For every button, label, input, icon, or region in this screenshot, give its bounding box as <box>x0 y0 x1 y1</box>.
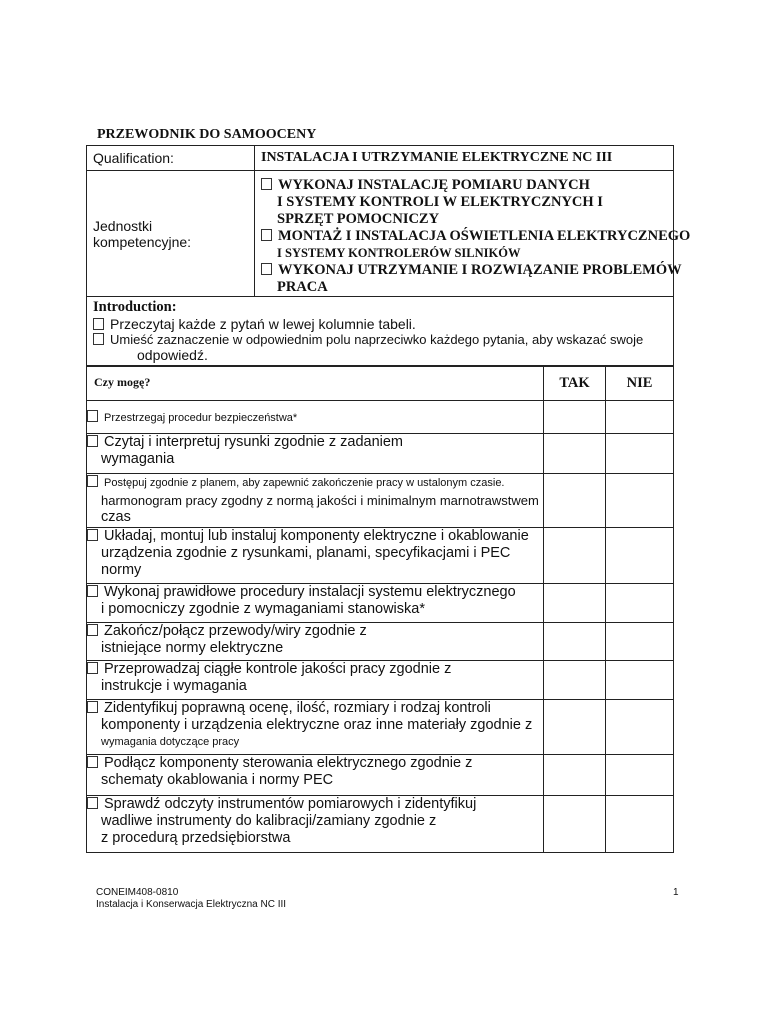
qualification-value: INSTALACJA I UTRZYMANIE ELEKTRYCZNE NC III <box>255 146 674 171</box>
table-row <box>87 661 674 700</box>
introduction-line: odpowiedź. <box>137 347 208 363</box>
unit-item: MONTAŻ I INSTALACJA OŚWIETLENIA ELEKTRYCZNEGO I SYSTEMY KONTROLERÓW SILNIKÓW <box>261 228 673 262</box>
no-cell[interactable] <box>606 584 674 623</box>
introduction-row <box>87 297 674 367</box>
question-cell: Układaj, montuj lub instaluj komponenty elektryczne i okablowanie urządzenia zgodnie z rysunkami, planami, specyfikacjami i PEC normy <box>87 528 544 584</box>
checkbox-icon <box>87 410 98 422</box>
yes-cell[interactable] <box>544 434 606 474</box>
units-list <box>255 171 691 297</box>
no-cell[interactable] <box>606 528 674 584</box>
no-cell[interactable] <box>606 401 674 434</box>
yes-header: TAK <box>544 366 606 401</box>
question-cell: Zidentyfikuj poprawną ocenę, ilość, rozmiary i rodzaj kontroli komponenty i urządzenia elektryczne oraz inne materiały zgodnie z wymagania dotyczące pracy <box>87 700 544 755</box>
question-cell: Zakończ/połącz przewody/wiry zgodnie z istniejące normy elektryczne <box>87 623 544 661</box>
checkbox-icon <box>87 585 98 597</box>
introduction-heading: Introduction: <box>93 299 177 315</box>
introduction <box>87 297 674 367</box>
question-cell: Podłącz komponenty sterowania elektrycznego zgodnie z schematy okablowania i normy PEC <box>87 755 544 796</box>
no-cell[interactable] <box>606 474 674 528</box>
checkbox-icon <box>87 435 98 447</box>
no-cell[interactable] <box>606 755 674 796</box>
qualification-row <box>87 146 674 171</box>
yes-cell[interactable] <box>544 528 606 584</box>
yes-cell[interactable] <box>544 700 606 755</box>
checkbox-icon <box>87 529 98 541</box>
table-row <box>87 700 674 755</box>
question-header: Czy mogę? <box>87 366 544 401</box>
checkbox-icon <box>261 178 272 190</box>
qualification-label: Qualification: <box>87 146 255 171</box>
checkbox-icon <box>87 624 98 636</box>
checklist-header <box>87 366 674 401</box>
question-cell: Przestrzegaj procedur bezpieczeństwa* <box>87 401 544 434</box>
table-row <box>87 474 674 528</box>
question-cell: Czytaj i interpretuj rysunki zgodnie z zadaniem wymagania <box>87 434 544 474</box>
question-cell: Postępuj zgodnie z planem, aby zapewnić zakończenie pracy w ustalonym czasie. harmonogram pracy zgodny z normą jakości i minimalnym marnotrawstwem czas <box>87 474 544 528</box>
checkbox-icon <box>87 756 98 768</box>
checkbox-icon <box>87 701 98 713</box>
no-cell[interactable] <box>606 796 674 853</box>
table-row <box>87 623 674 661</box>
checkbox-icon <box>87 475 98 487</box>
yes-cell[interactable] <box>544 796 606 853</box>
checkbox-icon <box>87 662 98 674</box>
checklist-table <box>86 365 674 853</box>
no-cell[interactable] <box>606 700 674 755</box>
checkbox-icon <box>261 263 272 275</box>
introduction-line: Umieść zaznaczenie w odpowiednim polu naprzeciwko każdego pytania, aby wskazać swoje <box>93 332 673 347</box>
checkbox-icon <box>93 333 104 345</box>
no-cell[interactable] <box>606 434 674 474</box>
yes-cell[interactable] <box>544 584 606 623</box>
introduction-line: Przeczytaj każde z pytań w lewej kolumnie tabeli. <box>93 316 673 332</box>
table-row <box>87 528 674 584</box>
units-row <box>87 171 674 297</box>
no-cell[interactable] <box>606 661 674 700</box>
question-cell: Sprawdź odczyty instrumentów pomiarowych i zidentyfikuj wadliwe instrumenty do kalibracji/zamiany zgodnie z z procedurą przedsiębiorstwa <box>87 796 544 853</box>
footer-code: CONEIM408-0810 <box>96 887 179 898</box>
yes-cell[interactable] <box>544 755 606 796</box>
yes-cell[interactable] <box>544 401 606 434</box>
question-cell: Wykonaj prawidłowe procedury instalacji systemu elektrycznego i pomocniczy zgodnie z wymaganiami stanowiska* <box>87 584 544 623</box>
no-cell[interactable] <box>606 623 674 661</box>
page-number: 1 <box>673 887 679 898</box>
unit-item: WYKONAJ UTRZYMANIE I ROZWIĄZANIE PROBLEMÓW PRACA <box>261 262 673 296</box>
yes-cell[interactable] <box>544 474 606 528</box>
checkbox-icon <box>261 229 272 241</box>
yes-cell[interactable] <box>544 661 606 700</box>
header-table <box>86 145 691 367</box>
no-header: NIE <box>606 366 674 401</box>
document-title: PRZEWODNIK DO SAMOOCENY <box>97 127 317 142</box>
table-row <box>87 755 674 796</box>
units-label: Jednostki kompetencyjne: <box>87 171 255 297</box>
yes-cell[interactable] <box>544 623 606 661</box>
footer-name: Instalacja i Konserwacja Elektryczna NC III <box>96 899 287 910</box>
table-row <box>87 434 674 474</box>
checkbox-icon <box>87 797 98 809</box>
question-cell: Przeprowadzaj ciągłe kontrole jakości pracy zgodnie z instrukcje i wymagania <box>87 661 544 700</box>
table-row <box>87 584 674 623</box>
table-row <box>87 796 674 853</box>
table-row <box>87 401 674 434</box>
unit-item: WYKONAJ INSTALACJĘ POMIARU DANYCH I SYSTEMY KONTROLI W ELEKTRYCZNYCH I SPRZĘT POMOCNICZY <box>261 177 673 228</box>
checkbox-icon <box>93 318 104 330</box>
